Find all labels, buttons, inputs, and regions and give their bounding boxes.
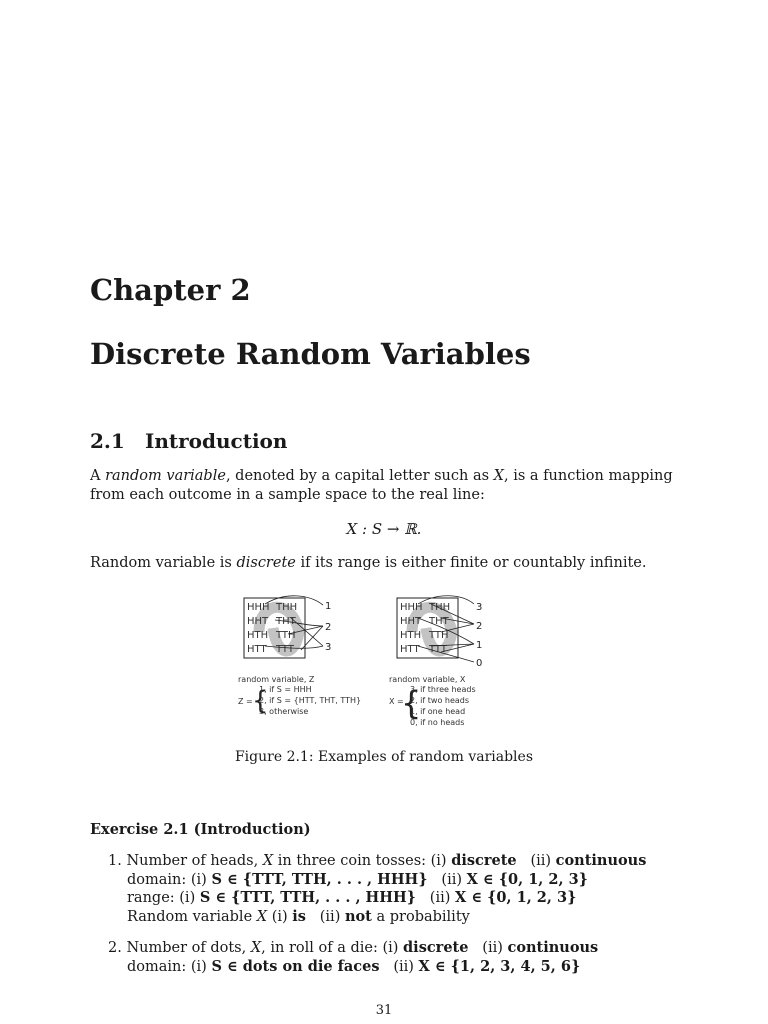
discrete-definition [90,554,680,573]
figure-right [389,596,482,727]
item-number: 2. [108,940,122,956]
question-line [108,852,646,871]
case-line: 3, otherwise [259,707,309,716]
outcome: THH [429,602,451,613]
case-line: 1, if one head [410,707,466,716]
chapter-label: Chapter 2 [90,273,251,307]
rv-lhs: Z = [238,697,253,706]
text-run: Random variable [127,908,257,925]
outcome: HHH [247,602,270,613]
left-brace: { [252,686,269,716]
section-heading [90,431,287,451]
text-run: A [90,468,106,484]
option: discrete [451,852,517,869]
text-run: Number of dots, [126,940,251,956]
text-run: domain: (i) [127,958,212,975]
figure-caption: Figure 2.1: Examples of random variables [234,749,534,765]
range-line [108,889,646,908]
range-value: 3 [476,602,483,613]
case-line: 1, if S = HHH [259,685,312,694]
text-run: domain: (i) [127,871,212,888]
text-run: (ii) [516,853,556,869]
text-run: (ii) [468,940,508,956]
outcome: HHH [400,602,423,613]
outcome: THT [429,616,449,627]
question-line [108,939,598,958]
math-var: X [493,468,504,484]
option: not [344,907,372,925]
range-value: 2 [325,622,332,633]
text-run: , in roll of a die: (i) [261,940,404,956]
exercise-heading: Exercise 2.1 (Introduction) [90,821,311,838]
text-run: (ii) [305,908,345,925]
text-run: Random variable is [90,555,237,571]
math-var: X [256,908,268,925]
text-run: a probability [371,908,470,925]
outcome: HTH [247,630,269,641]
text-run: (ii) [415,890,456,906]
range-value: 1 [325,601,332,612]
outcome: TTT [276,644,294,655]
exercise-item [108,939,598,976]
option: continuous [507,939,599,956]
text-run: in three coin tosses: (i) [273,853,452,869]
range-value: 3 [325,642,332,653]
option: S ∈ {TTT, TTH, . . . , HHH} [199,889,416,906]
item-number: 1. [108,853,122,869]
option: continuous [555,852,647,869]
outcome: HTT [247,644,267,655]
outcome: TTT [429,644,447,655]
text-run: , denoted by a capital letter such as [225,468,494,484]
term-random-variable: random variable [105,468,226,484]
outcome: THH [276,602,298,613]
case-line: 3, if three heads [410,685,476,694]
page-number: 31 [375,1003,393,1018]
outcome: HHT [247,616,269,627]
option: discrete [403,939,469,956]
text-run: (ii) [379,958,419,975]
option: X ∈ {0, 1, 2, 3} [466,870,588,888]
text-run: Number of heads, [126,853,263,869]
text-run: range: (i) [127,890,200,906]
text-run: (ii) [427,871,467,888]
chapter-title: Discrete Random Variables [90,337,531,371]
option: X ∈ {0, 1, 2, 3} [455,889,577,906]
range-value: 0 [476,658,483,669]
case-line: 0, if no heads [410,718,465,727]
option: is [292,907,306,925]
domain-line [108,958,598,977]
domain-line [108,871,646,890]
option: X ∈ {1, 2, 3, 4, 5, 6} [418,957,581,975]
text-run: , is a function mapping from each outcome in a sample space to the real line: [90,468,673,503]
text-run: if its range is either finite or countably infinite. [295,555,647,571]
case-line: 2, if two heads [410,696,470,705]
equation: X : S → ℝ. [346,520,422,538]
math-var: X [262,853,274,869]
exercise-item [108,852,646,926]
rv-caption-title: random variable, Z [238,675,315,684]
rv-lhs: X = [389,697,404,706]
outcome: HTH [400,630,422,641]
text-run: (i) [267,908,293,925]
outcome: TTH [276,630,296,641]
section-title: Introduction [145,429,288,453]
figure-random-variables [225,588,525,730]
math-var: X [250,940,262,956]
outcome: TTH [429,630,449,641]
outcome: HTT [400,644,420,655]
term-discrete: discrete [236,555,296,571]
figure-left [238,596,361,716]
range-value: 1 [476,640,483,651]
option: S ∈ {TTT, TTH, . . . , HHH} [211,870,428,888]
option: S ∈ dots on die faces [211,957,380,975]
section-number: 2.1 [90,429,125,453]
outcome: HHT [400,616,422,627]
outcome: THT [276,616,296,627]
rv-caption-title: random variable, X [389,675,466,684]
case-line: 2, if S = {HTT, THT, TTH} [259,696,362,705]
rv-line [108,908,646,927]
left-brace: { [401,684,422,722]
intro-paragraph [90,467,680,505]
range-value: 2 [476,621,483,632]
